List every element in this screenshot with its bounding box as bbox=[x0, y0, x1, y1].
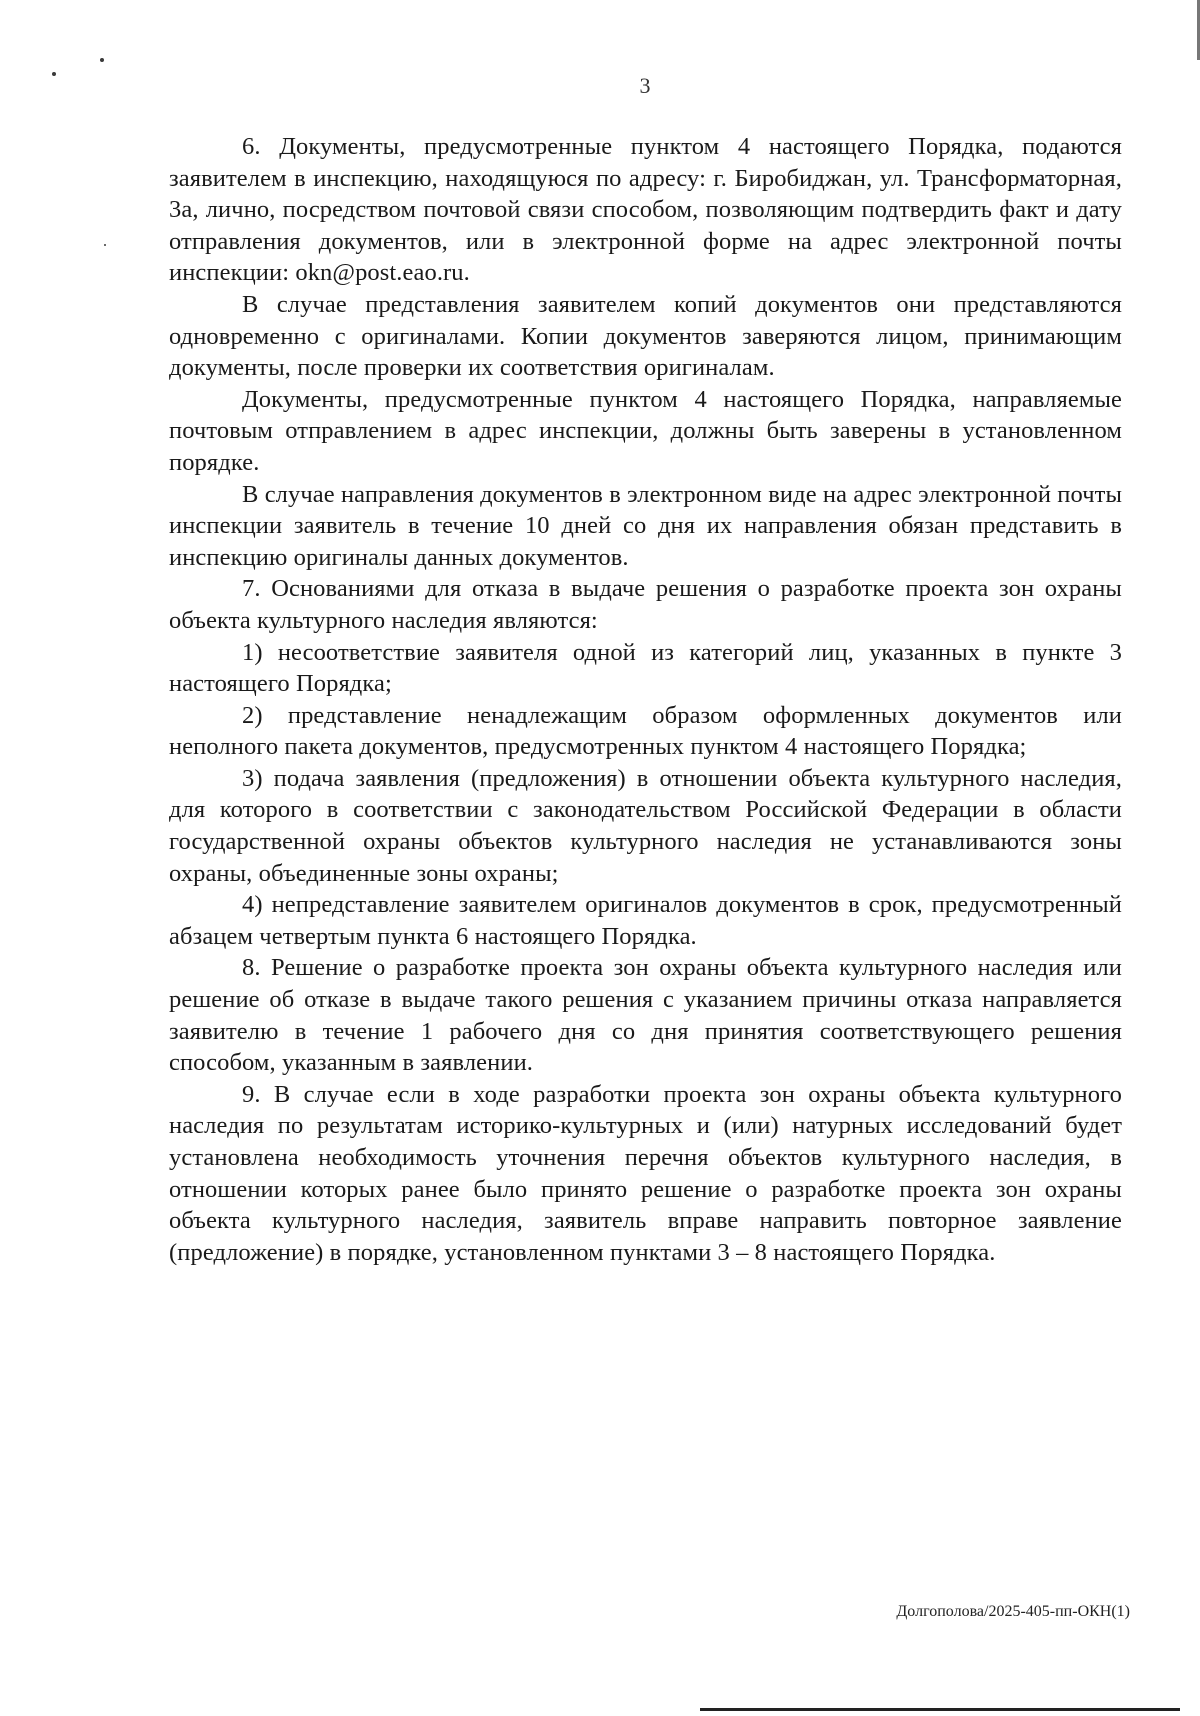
paragraph: В случае направления документов в электронном виде на адрес электронной почты инспекции заявитель в течение 10 дней со дня их направления обязан представить в инспекцию оригиналы данных документов. bbox=[169, 480, 1122, 571]
paragraph: В случае представления заявителем копий документов они представляются одновременно с оригиналами. Копии документов заверяются лицом, принимающим документы, после проверки их соответствия оригиналам. bbox=[169, 290, 1122, 382]
page-number: 3 bbox=[639, 73, 651, 98]
scan-speck bbox=[104, 244, 106, 246]
scan-speck bbox=[100, 58, 104, 62]
list-item: 2) представление ненадлежащим образом оформленных документов или неполного пакета документов, предусмотренных пунктом 4 настоящего Порядка; bbox=[169, 701, 1122, 761]
document-reference: Долгополова/2025-405-пп-ОКН(1) bbox=[896, 1603, 1130, 1620]
list-item: 1) несоответствие заявителя одной из категорий лиц, указанных в пункте 3 настоящего Порядка; bbox=[169, 638, 1122, 698]
paragraph: 8. Решение о разработке проекта зон охраны объекта культурного наследия или решение об отказе в выдаче такого решения с указанием причины отказа направляется заявителю в течение 1 рабочего дня со дня принятия соответствующего решения способом, указанным в заявлении. bbox=[169, 954, 1122, 1077]
paragraph: 7. Основаниями для отказа в выдаче решения о разработке проекта зон охраны объекта культурного наследия являются: bbox=[169, 575, 1122, 634]
paragraph: Документы, предусмотренные пунктом 4 настоящего Порядка, направляемые почтовым отправлением в адрес инспекции, должны быть заверены в установленном порядке. bbox=[169, 385, 1122, 476]
paragraph: 6. Документы, предусмотренные пунктом 4 настоящего Порядка, подаются заявителем в инспекцию, находящуюся по адресу: г. Биробиджан, ул. Трансформаторная, 3а, лично, посредством почтовой связи способом, позволяющим подтвердить факт и дату отправления документов, или в электронной форме на адрес электронной почты инспекции: okn@post.eao.ru. bbox=[169, 133, 1122, 287]
paragraph: 9. В случае если в ходе разработки проекта зон охраны объекта культурного наследия по результатам историко-культурных и (или) натурных исследований будет установлена необходимость уточнения перечня объектов культурного наследия, в отношении которых ранее было принято решение о разработке проекта зон охраны объекта культурного наследия, заявитель вправе направить повторное заявление (предложение) в порядке, установленном пунктами 3 – 8 настоящего Порядка. bbox=[169, 1080, 1122, 1266]
scan-bottom-edge bbox=[700, 1708, 1180, 1711]
list-item: 3) подача заявления (предложения) в отношении объекта культурного наследия, для которого в соответствии с законодательством Российской Федерации в области государственной охраны объектов культурного наследия не устанавливаются зоны охраны, объединенные зоны охраны; bbox=[169, 764, 1122, 887]
list-item: 4) непредставление заявителем оригиналов документов в срок, предусмотренный абзацем четвертым пункта 6 настоящего Порядка. bbox=[169, 891, 1122, 950]
document-body bbox=[169, 131, 1122, 1268]
